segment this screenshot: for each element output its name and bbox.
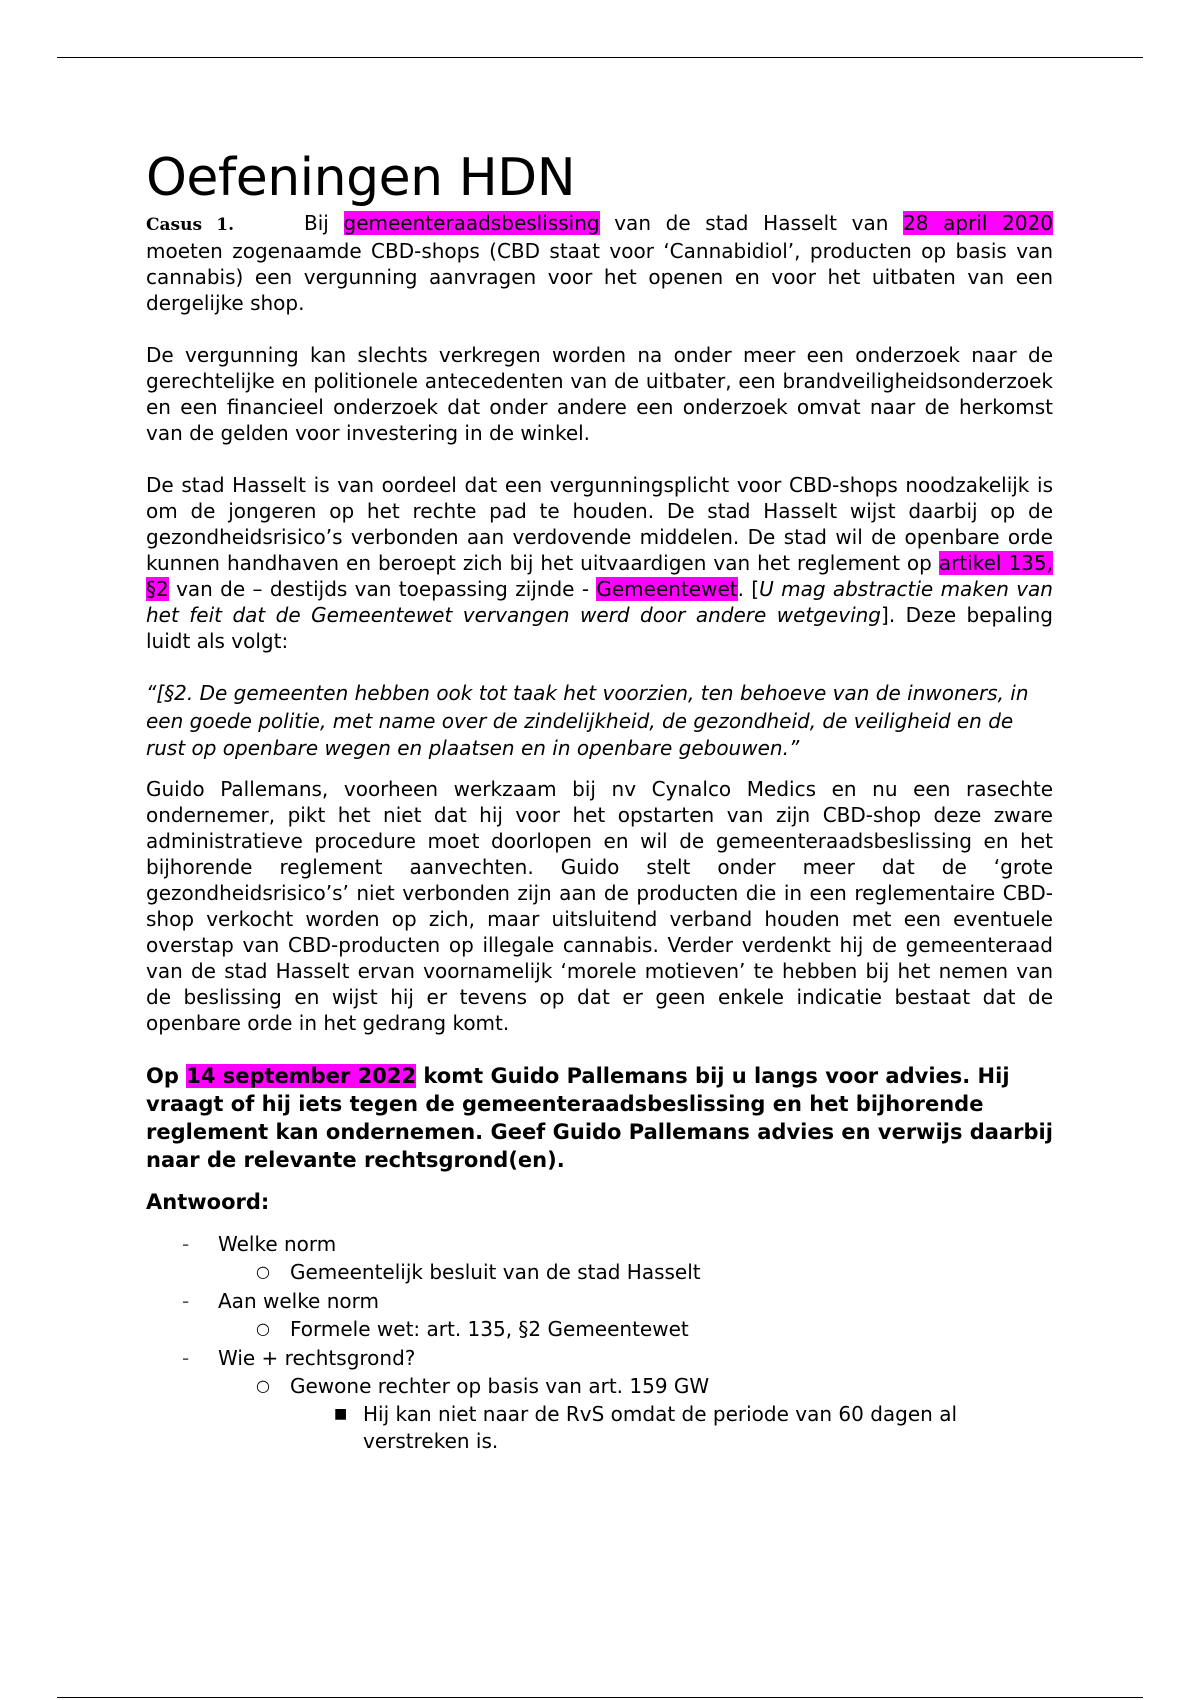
document-body (146, 146, 1053, 1455)
answer-list (146, 1230, 1053, 1455)
highlight-gemeenteraadsbeslissing: gemeenteraadsbeslissing (343, 211, 600, 235)
list-item: - Wie + rechtsgrond? ○ Gewone rechter op basis van art. 159 GW ■ Hij kan niet naar de RvS omdat de periode van 60 dagen al verstreken is. (146, 1344, 1053, 1455)
footer-rule (57, 1697, 1143, 1698)
casus-paragraph-3: De stad Hasselt is van oordeel dat een vergunningsplicht voor CBD-shops noodzakelijk is om de jongeren op het rechte pad te houden. De stad Hasselt wijst daarbij op de gezondheidsrisico’s verbonden aan verdovende middelen. De stad wil de openbare orde kunnen handhaven en beroept zich bij het uitvaardigen van het reglement op artikel 135, §2 van de – destijds van toepassing zijnde - Gemeentewet. [U mag abstractie maken van het feit dat de Gemeentewet vervangen werd door andere wetgeving]. Deze bepaling luidt als volgt: (146, 473, 1053, 653)
dash-bullet-icon: - (182, 1288, 190, 1313)
header-rule (57, 57, 1143, 58)
highlight-artikel: artikel 135, §2 (146, 551, 1053, 601)
circle-bullet-icon: ○ (256, 1376, 270, 1395)
highlight-gemeentewet: Gemeentewet (596, 577, 738, 601)
list-item: ○ Formele wet: art. 135, §2 Gemeentewet (146, 1315, 1053, 1344)
casus-paragraph-1: Casus 1. Bij gemeenteraadsbeslissing van de stad Hasselt van 28 april 2020 moeten zogenaamde CBD-shops (CBD staat voor ‘Cannabidiol’, producten op basis van cannabis) een vergunning aanvragen voor het openen en voor het uitbaten van een dergelijke shop. (146, 211, 1053, 315)
law-quote: “[§2. De gemeenten hebben ook tot taak het voorzien, ten behoeve van de inwoners, in een goede politie, met name over de zindelijkheid, de gezondheid, de veiligheid en de rust op openbare wegen en plaatsen en in openbare gebouwen.” (146, 681, 1029, 760)
casus-paragraph-4: Guido Pallemans, voorheen werkzaam bij nv Cynalco Medics en nu een rasechte ondernemer, pikt het niet dat hij voor het opstarten van zijn CBD-shop deze zware administratieve procedure moet doorlopen en wil de gemeenteraadsbeslissing en het bijhorende reglement aanvechten. Guido stelt onder meer dat de ‘grote gezondheidsrisico’s’ niet verbonden zijn aan de producten die in een reglementaire CBD-shop verkocht worden op zich, maar uitsluitend verband houden met een eventuele overstap van CBD-producten op illegale cannabis. Verder verdenkt hij de gemeenteraad van de stad Hasselt ervan voornamelijk ‘morele motieven’ te hebben bij het nemen van de beslissing en wijst hij er tevens op dat er geen enkele indicatie bestaat dat de openbare orde in het gedrang komt. (146, 776, 1053, 1035)
square-bullet-icon: ■ (334, 1405, 348, 1422)
highlight-date-april: 28 april 2020 (903, 211, 1053, 235)
casus-label: Casus 1. (146, 215, 235, 235)
list-item: ○ Gewone rechter op basis van art. 159 GW ■ Hij kan niet naar de RvS omdat de periode van 60 dagen al verstreken is. (146, 1372, 1053, 1455)
answer-label: Antwoord: (146, 1189, 270, 1214)
circle-bullet-icon: ○ (256, 1319, 270, 1338)
highlight-date-september: 14 september 2022 (186, 1063, 417, 1088)
circle-bullet-icon: ○ (256, 1262, 270, 1281)
list-item: - Aan welke norm ○ Formele wet: art. 135, §2 Gemeentewet (146, 1287, 1053, 1344)
dash-bullet-icon: - (182, 1231, 190, 1256)
list-item: - Welke norm ○ Gemeentelijk besluit van de stad Hasselt (146, 1230, 1053, 1287)
question-paragraph: Op 14 september 2022 komt Guido Pallemans bij u langs voor advies. Hij vraagt of hij iets tegen de gemeenteraadsbeslissing en het bijhorende reglement kan ondernemen. Geef Guido Pallemans advies en verwijs daarbij naar de relevante rechtsgrond(en). (146, 1063, 1053, 1172)
list-item: ■ Hij kan niet naar de RvS omdat de periode van 60 dagen al verstreken is. (334, 1401, 958, 1453)
list-item: ○ Gemeentelijk besluit van de stad Hasselt (146, 1258, 1053, 1287)
document-title: Oefeningen HDN (146, 148, 576, 208)
dash-bullet-icon: - (182, 1345, 190, 1370)
italic-note: U mag abstractie maken van het feit dat de Gemeentewet vervangen werd door andere wetgeving (146, 577, 1053, 627)
casus-paragraph-2: De vergunning kan slechts verkregen worden na onder meer een onderzoek naar de gerechtelijke en politionele antecedenten van de uitbater, een brandveiligheidsonderzoek en een financieel onderzoek dat onder andere een onderzoek omvat naar de herkomst van de gelden voor investering in de winkel. (146, 343, 1053, 445)
